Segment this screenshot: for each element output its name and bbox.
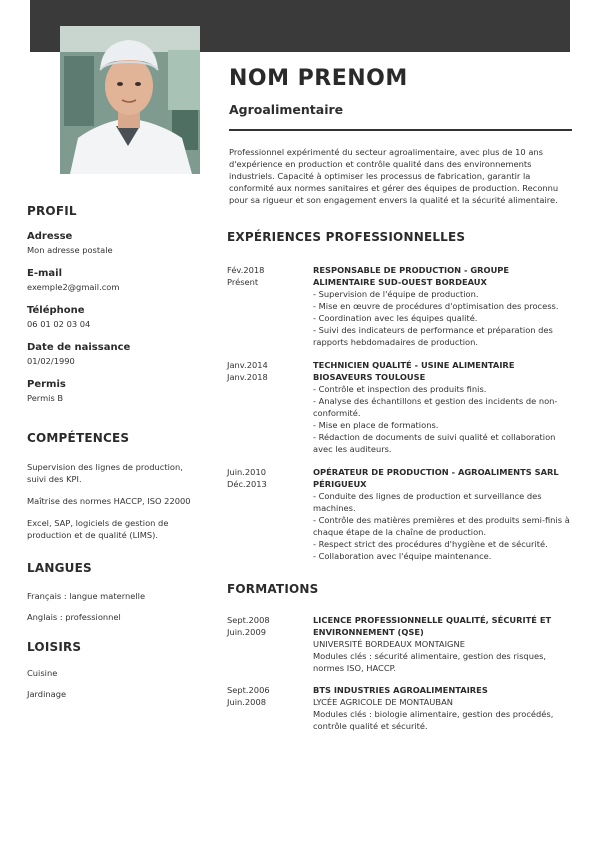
entry-dates [227, 359, 313, 455]
field-value: Permis B [27, 393, 64, 403]
entry-line: - Mise en œuvre de procédures d'optimisation des process. [313, 301, 559, 311]
language-item: Anglais : professionnel [27, 612, 121, 622]
profile-summary: Professionnel expérimenté du secteur agroalimentaire, avec plus de 10 ans d'expérience en production et contrôle qualité dans des environnements industriels. Capacité à optimiser les processus de fabrication, garantir la conformité aux normes sanitaires et gérer des équipes de production. Reconnu pour sa rigueur et son engagement envers la qualité et la sécurité alimentaire. [229, 147, 559, 206]
skill-item: Excel, SAP, logiciels de gestion de production et de qualité (LIMS). [27, 518, 169, 540]
entry-body [313, 359, 573, 455]
field-license [27, 379, 197, 403]
entry-line: - Conduite des lignes de production et surveillance des machines. [313, 491, 542, 513]
entry-school: LYCÉE AGRICOLE DE MONTAUBAN [313, 697, 453, 707]
experience-entry [227, 264, 573, 348]
date-start: Sept.2006 [227, 685, 270, 695]
entry-line: - Supervision de l'équipe de production. [313, 289, 479, 299]
hobby-item: Jardinage [27, 689, 67, 699]
field-address [27, 231, 197, 255]
entry-line: - Rédaction de documents de suivi qualité et collaboration avec les auditeurs. [313, 432, 556, 454]
entry-line: - Coordination avec les équipes qualité. [313, 313, 478, 323]
date-start: Sept.2008 [227, 615, 270, 625]
entry-description: Modules clés : biologie alimentaire, gestion des procédés, contrôle qualité et sécurité. [313, 709, 554, 731]
field-value: exemple2@gmail.com [27, 282, 120, 292]
entry-dates [227, 466, 313, 562]
entry-school: UNIVERSITÉ BORDEAUX MONTAIGNE [313, 639, 465, 649]
date-end: Présent [227, 277, 259, 287]
field-value: 01/02/1990 [27, 356, 75, 366]
section-title-profil: PROFIL [27, 204, 77, 218]
date-start: Janv.2014 [227, 360, 268, 370]
field-label: E-mail [27, 268, 63, 279]
entry-title: OPÉRATEUR DE PRODUCTION - AGROALIMENTS SARL PÉRIGUEUX [313, 467, 559, 489]
skills-list [27, 461, 197, 541]
hobbies-list [27, 668, 197, 699]
header-divider [229, 129, 572, 131]
languages-list [27, 591, 197, 622]
entry-body [313, 466, 573, 562]
entry-body [313, 614, 573, 674]
skill-item: Supervision des lignes de production, suivi des KPI. [27, 462, 183, 484]
date-start: Juin.2010 [227, 467, 267, 477]
entry-dates [227, 264, 313, 348]
section-title-experiences: EXPÉRIENCES PROFESSIONNELLES [227, 230, 466, 244]
field-email [27, 268, 197, 292]
section-title-loisirs: LOISIRS [27, 640, 82, 654]
education-entry [227, 614, 573, 674]
entry-dates [227, 684, 313, 732]
hobby-item: Cuisine [27, 668, 58, 678]
date-end: Janv.2018 [227, 372, 268, 382]
entry-title: RESPONSABLE DE PRODUCTION - GROUPE ALIMENTAIRE SUD-OUEST BORDEAUX [313, 265, 510, 287]
language-item: Français : langue maternelle [27, 591, 146, 601]
entry-body [313, 264, 573, 348]
entry-title: TECHNICIEN QUALITÉ - USINE ALIMENTAIRE BIOSAVEURS TOULOUSE [313, 360, 515, 382]
field-value: Mon adresse postale [27, 245, 113, 255]
section-title-formations: FORMATIONS [227, 582, 319, 596]
skill-item: Maîtrise des normes HACCP, ISO 22000 [27, 496, 191, 506]
field-birthdate [27, 342, 197, 366]
entry-line: - Suivi des indicateurs de performance et préparation des rapports hebdomadaires de production. [313, 325, 553, 347]
entry-title: BTS INDUSTRIES AGROALIMENTAIRES [313, 685, 488, 695]
field-value: 06 01 02 03 04 [27, 319, 91, 329]
entry-body [313, 684, 573, 732]
left-column [27, 204, 197, 710]
entry-line: - Contrôle et inspection des produits finis. [313, 384, 487, 394]
section-title-competences: COMPÉTENCES [27, 431, 130, 445]
field-phone [27, 305, 197, 329]
date-end: Déc.2013 [227, 479, 267, 489]
field-label: Date de naissance [27, 342, 131, 353]
date-start: Fév.2018 [227, 265, 265, 275]
experience-entry [227, 466, 573, 562]
entry-dates [227, 614, 313, 674]
experience-entry [227, 359, 573, 455]
education-entry [227, 684, 573, 732]
entry-line: - Mise en place de formations. [313, 420, 439, 430]
candidate-name: NOM PRENOM [229, 66, 408, 91]
date-end: Juin.2008 [227, 697, 267, 707]
entry-line: - Analyse des échantillons et gestion des incidents de non-conformité. [313, 396, 558, 418]
right-column [227, 230, 573, 732]
entry-description: Modules clés : sécurité alimentaire, gestion des risques, normes ISO, HACCP. [313, 651, 547, 673]
field-label: Adresse [27, 231, 73, 242]
field-label: Téléphone [27, 305, 85, 316]
entry-line: - Respect strict des procédures d'hygiène et de sécurité. [313, 539, 548, 549]
field-label: Permis [27, 379, 66, 390]
section-title-langues: LANGUES [27, 561, 92, 575]
entry-line: - Contrôle des matières premières et des produits semi-finis à chaque étape de la chaîne de production. [313, 515, 570, 537]
entry-line: - Collaboration avec l'équipe maintenance. [313, 551, 492, 561]
profile-photo [60, 26, 200, 174]
entry-title: LICENCE PROFESSIONNELLE QUALITÉ, SÉCURITÉ ET ENVIRONNEMENT (QSE) [313, 615, 552, 637]
date-end: Juin.2009 [227, 627, 267, 637]
job-title: Agroalimentaire [229, 102, 344, 117]
